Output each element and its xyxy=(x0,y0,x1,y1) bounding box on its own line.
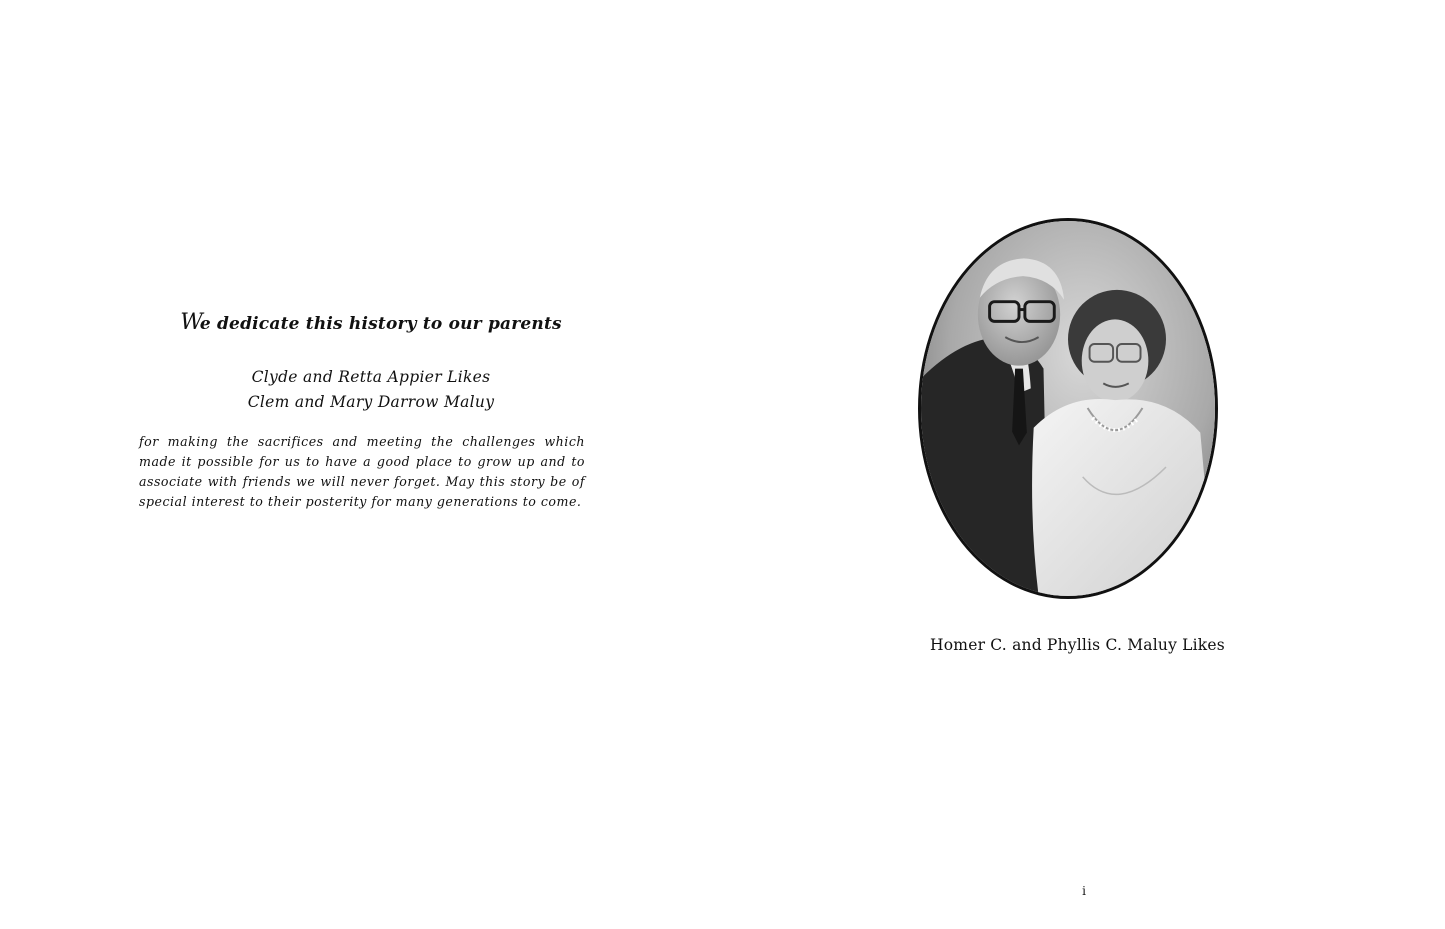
decorative-initial: W xyxy=(180,310,200,335)
portrait-caption: Homer C. and Phyllis C. Maluy Likes xyxy=(930,636,1225,654)
dedication-page xyxy=(0,0,722,929)
page-number: i xyxy=(1082,884,1086,898)
dedication-body: for making the sacrifices and meeting the challenges which made it possible for us to have a good place to grow up and to associate with friends we will never forget. May this story be of special interest to their posterity for many generations to come. xyxy=(139,434,585,509)
parents-names xyxy=(140,365,602,415)
portrait-page xyxy=(722,0,1445,929)
portrait-photo xyxy=(921,221,1215,596)
dedication-heading xyxy=(140,310,602,335)
parents-name-line: Clem and Mary Darrow Maluy xyxy=(247,393,495,411)
oval-portrait-frame xyxy=(918,218,1218,599)
dedication-heading-text: e dedicate this history to our parents xyxy=(199,314,562,334)
parents-name-line: Clyde and Retta Appier Likes xyxy=(251,368,491,386)
